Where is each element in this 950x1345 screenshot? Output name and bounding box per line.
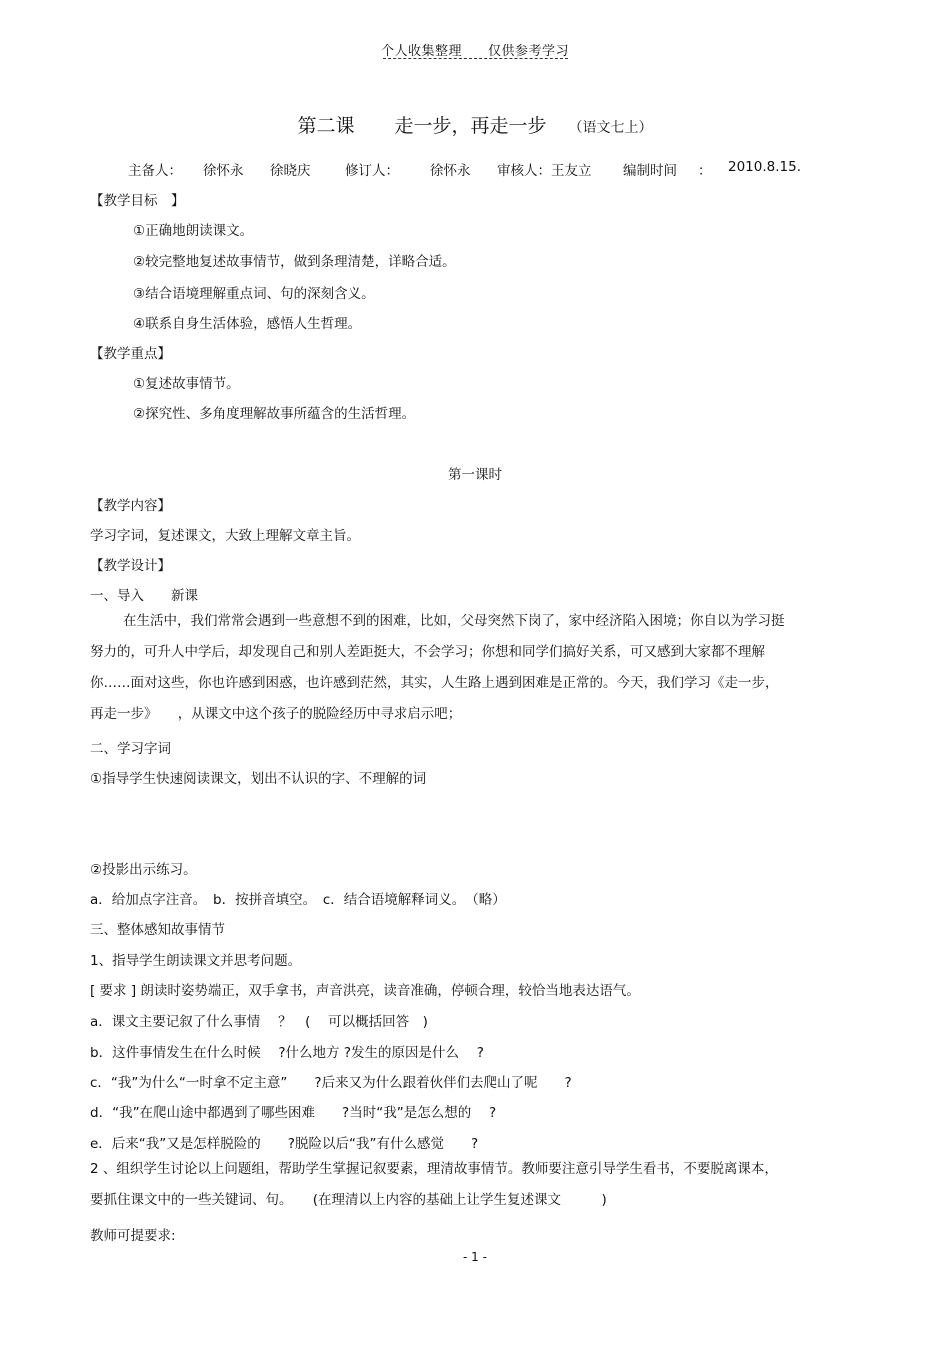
teacher-requirement: 教师可提要求: bbox=[90, 1228, 176, 1244]
content-heading: 【教学内容】 bbox=[90, 498, 171, 514]
checker: 审核人：王友立 bbox=[497, 163, 592, 179]
goal-item: ③结合语境理解重点词、句的深刻含义。 bbox=[133, 286, 375, 302]
goal-item: ④联系自身生活体验，感悟人生哲理。 bbox=[133, 316, 362, 332]
words-item: ①指导学生快速阅读课文，划出不认识的字、不理解的词 bbox=[90, 771, 427, 787]
story-requirement: [ 要求 ] 朗读时姿势端正，双手拿书，声音洪亮，读音准确，停顿合理，较恰当地表达语气。 bbox=[90, 983, 640, 999]
question-item: a．课文主要记叙了什么事情 ？ ( 可以概括回答 ) bbox=[90, 1014, 428, 1030]
goal-item: ②较完整地复述故事情节，做到条理清楚，详略合适。 bbox=[133, 254, 456, 270]
author-2: 徐晓庆 bbox=[270, 163, 311, 179]
date-value: 2010.8.15. bbox=[728, 159, 801, 175]
header-divider bbox=[383, 58, 568, 59]
intro-paragraph: 在生活中，我们常常会遇到一些意想不到的困难，比如，父母突然下岗了，家中经济陷入困境；你自以为学习挺努力的，可升人中学后，却发现自己和别人差距挺大，不会学习；你想和同学们搞好关系，可又感到大家都不理解你……面对这些，你也许感到困惑，也许感到茫然，其实，人生路上遇到困难是正常的。今天，我们学习《走一步，再走一步》 ，从课文中这个孩子的脱险经历中寻求启示吧； bbox=[90, 613, 785, 722]
page-header bbox=[0, 40, 950, 59]
reviser-name: 徐怀永 bbox=[430, 163, 471, 179]
lesson-name: 走一步，再走一步 bbox=[394, 115, 547, 137]
date-colon: ： bbox=[698, 163, 712, 179]
question-item: d．“我”在爬山途中都遇到了哪些困难 ?当时“我”是怎么想的 ? bbox=[90, 1105, 497, 1121]
focus-heading: 【教学重点】 bbox=[90, 346, 171, 362]
intro-heading: 一、导入 新课 bbox=[90, 588, 198, 604]
page-number: - 1 - bbox=[463, 1250, 487, 1264]
question-item: b．这件事情发生在什么时候 ?什么地方 ?发生的原因是什么 ? bbox=[90, 1045, 484, 1061]
author-1: 徐怀永 bbox=[203, 163, 244, 179]
lesson-number: 第二课 bbox=[297, 115, 355, 137]
design-heading: 【教学设计】 bbox=[90, 558, 171, 574]
lesson-subject: （语文七上） bbox=[568, 120, 653, 136]
date-label: 编制时间 bbox=[623, 163, 677, 179]
content-text: 学习字词，复述课文，大致上理解文章主旨。 bbox=[90, 528, 360, 544]
header-right: 仅供参考学习 bbox=[488, 44, 570, 59]
question-item: e．后来“我”又是怎样脱险的 ?脱险以后“我”有什么感觉 ? bbox=[90, 1136, 479, 1152]
goal-item: ①正确地朗读课文。 bbox=[133, 223, 254, 239]
goals-heading: 【教学目标 】 bbox=[90, 193, 185, 209]
story-item: 1、指导学生朗读课文并思考问题。 bbox=[90, 953, 302, 969]
story-item-2: 2 、组织学生讨论以上问题组，帮助学生掌握记叙要素，理清故事情节。教师要注意引导学生看书，不要脱离课本，要抓住课文中的一些关键词、句。 (在理清以上内容的基础上让学生复述课文 ) bbox=[90, 1161, 778, 1208]
words-exercise: a．给加点字注音。 b．按拼音填空。 c．结合语境解释词义。 （略） bbox=[90, 892, 506, 908]
meta-line bbox=[0, 159, 950, 179]
reviser-label: 修订人： bbox=[345, 163, 399, 179]
words-heading: 二、学习字词 bbox=[90, 741, 171, 757]
story-heading: 三、整体感知故事情节 bbox=[90, 922, 225, 938]
author-label: 主备人： bbox=[128, 163, 182, 179]
focus-item: ②探究性、多角度理解故事所蕴含的生活哲理。 bbox=[133, 406, 416, 422]
words-item: ②投影出示练习。 bbox=[90, 862, 197, 878]
focus-item: ①复述故事情节。 bbox=[133, 376, 240, 392]
page-title bbox=[0, 111, 950, 138]
question-item: c．“我”为什么“一时拿不定主意” ?后来又为什么跟着伙伴们去爬山了呢 ? bbox=[90, 1075, 572, 1091]
period-heading: 第一课时 bbox=[448, 467, 502, 483]
header-left: 个人收集整理 bbox=[380, 44, 462, 59]
